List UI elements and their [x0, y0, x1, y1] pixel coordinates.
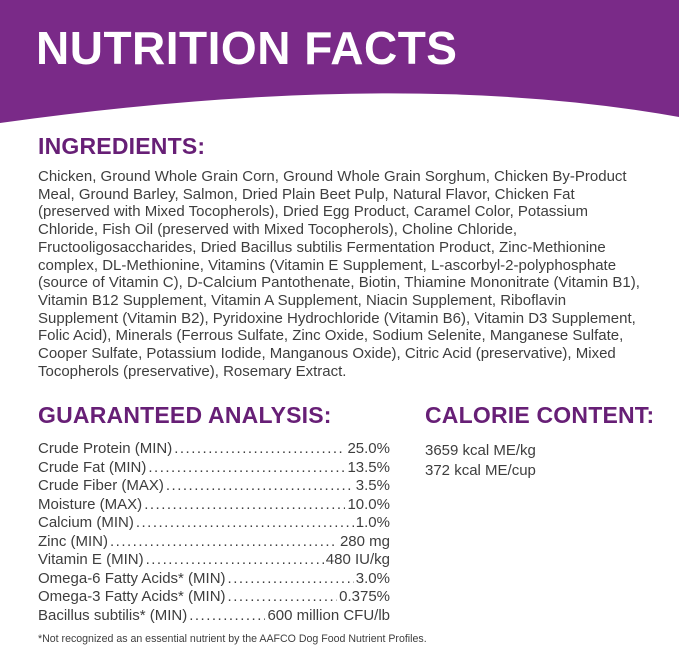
analysis-row-vitamin-e: [38, 551, 390, 570]
analysis-value: 13.5%: [347, 458, 390, 476]
analysis-columns: [38, 402, 659, 625]
analysis-value: 3.5%: [355, 477, 390, 494]
guaranteed-analysis-list: [38, 440, 390, 625]
dot-leader: [110, 533, 338, 552]
dot-leader: [146, 551, 324, 570]
analysis-row-omega-3: [38, 588, 390, 607]
analysis-label: Omega-6 Fatty Acids* (MIN): [38, 569, 226, 587]
analysis-label: Moisture (MAX): [38, 495, 143, 513]
calorie-content-heading: CALORIE CONTENT:: [425, 402, 655, 428]
analysis-label: Zinc (MIN): [38, 532, 108, 550]
analysis-label: Omega-3 Fatty Acids* (MIN): [38, 588, 226, 605]
ingredients-heading: INGREDIENTS:: [38, 133, 206, 159]
analysis-value: 1.0%: [355, 514, 390, 531]
dot-leader: [174, 440, 345, 459]
analysis-row-omega-6: [38, 570, 390, 589]
analysis-row-crude-fat: [38, 459, 390, 478]
dot-leader: [144, 496, 345, 515]
analysis-row-calcium: [38, 514, 390, 533]
analysis-label: Calcium (MIN): [38, 514, 134, 531]
analysis-row-moisture: [38, 496, 390, 515]
analysis-row-zinc: [38, 533, 390, 552]
header-banner: [0, 0, 679, 125]
dot-leader: [148, 459, 345, 478]
analysis-label: Crude Fiber (MAX): [38, 477, 164, 494]
analysis-label: Crude Fat (MIN): [38, 458, 147, 476]
dot-leader: [228, 570, 354, 589]
calorie-content-section: [425, 402, 654, 480]
analysis-label: Crude Protein (MIN): [38, 440, 173, 457]
ingredients-section: [0, 125, 679, 380]
analysis-value: 0.375%: [339, 588, 390, 605]
page-title: NUTRITION FACTS: [36, 22, 458, 74]
analysis-value: 3.0%: [355, 569, 390, 587]
dot-leader: [189, 607, 265, 626]
analysis-value: 25.0%: [347, 440, 390, 457]
analysis-label: Bacillus subtilis* (MIN): [38, 606, 188, 624]
dot-leader: [136, 514, 354, 533]
calorie-per-kg: 3659 kcal ME/kg: [425, 442, 536, 459]
guaranteed-analysis-section: [38, 402, 390, 625]
dot-leader: [228, 588, 338, 607]
ingredients-text: Chicken, Ground Whole Grain Corn, Ground Whole Grain Sorghum, Chicken By-Product Meal, Ground Barley, Salmon, Dried Plain Beet Pulp, Natural Flavor, Chicken Fat (preserved with Mixed Tocopherols), Dried Egg Product, Caramel Color, Potassium Chloride, Fish Oil (preserved with Mixed Tocopherols), Choline Chloride, Fructooligosaccharides, Dried Bacillus subtilis Fermentation Product, Zinc-Methionine complex, DL-Methionine, Vitamins (Vitamin E Supplement, L-ascorbyl-2-polyphosphate (source of Vitamin C), D-Calcium Pantothenate, Biotin, Thiamine Mononitrate (Vitamin B1), Vitamin B12 Supplement, Vitamin A Supplement, Niacin Supplement, Riboflavin Supplement (Vitamin B2), Pyridoxine Hydrochloride (Vitamin B6), Vitamin D3 Supplement, Folic Acid), Minerals (Ferrous Sulfate, Zinc Oxide, Sodium Selenite, Manganese Sulfate, Cooper Sulfate, Potassium Iodide, Manganous Oxide), Citric Acid (preservative), Mixed Tocopherols (preservative), Rosemary Extract.: [38, 168, 640, 380]
analysis-row-crude-protein: [38, 440, 390, 459]
calorie-content-values: [425, 441, 654, 480]
analysis-value: 280 mg: [339, 532, 390, 550]
calorie-per-cup: 372 kcal ME/cup: [425, 461, 536, 479]
analysis-value: 10.0%: [347, 495, 390, 513]
guaranteed-analysis-heading: GUARANTEED ANALYSIS:: [38, 402, 332, 428]
footnote: *Not recognized as an essential nutrient by the AAFCO Dog Food Nutrient Profiles.: [38, 633, 427, 645]
analysis-value: 600 million CFU/lb: [267, 606, 390, 624]
analysis-label: Vitamin E (MIN): [38, 551, 144, 568]
dot-leader: [166, 477, 354, 496]
analysis-value: 480 IU/kg: [325, 551, 390, 568]
banner-curve-decoration: [0, 89, 679, 125]
analysis-row-bacillus-subtilis: [38, 607, 390, 626]
analysis-row-crude-fiber: [38, 477, 390, 496]
